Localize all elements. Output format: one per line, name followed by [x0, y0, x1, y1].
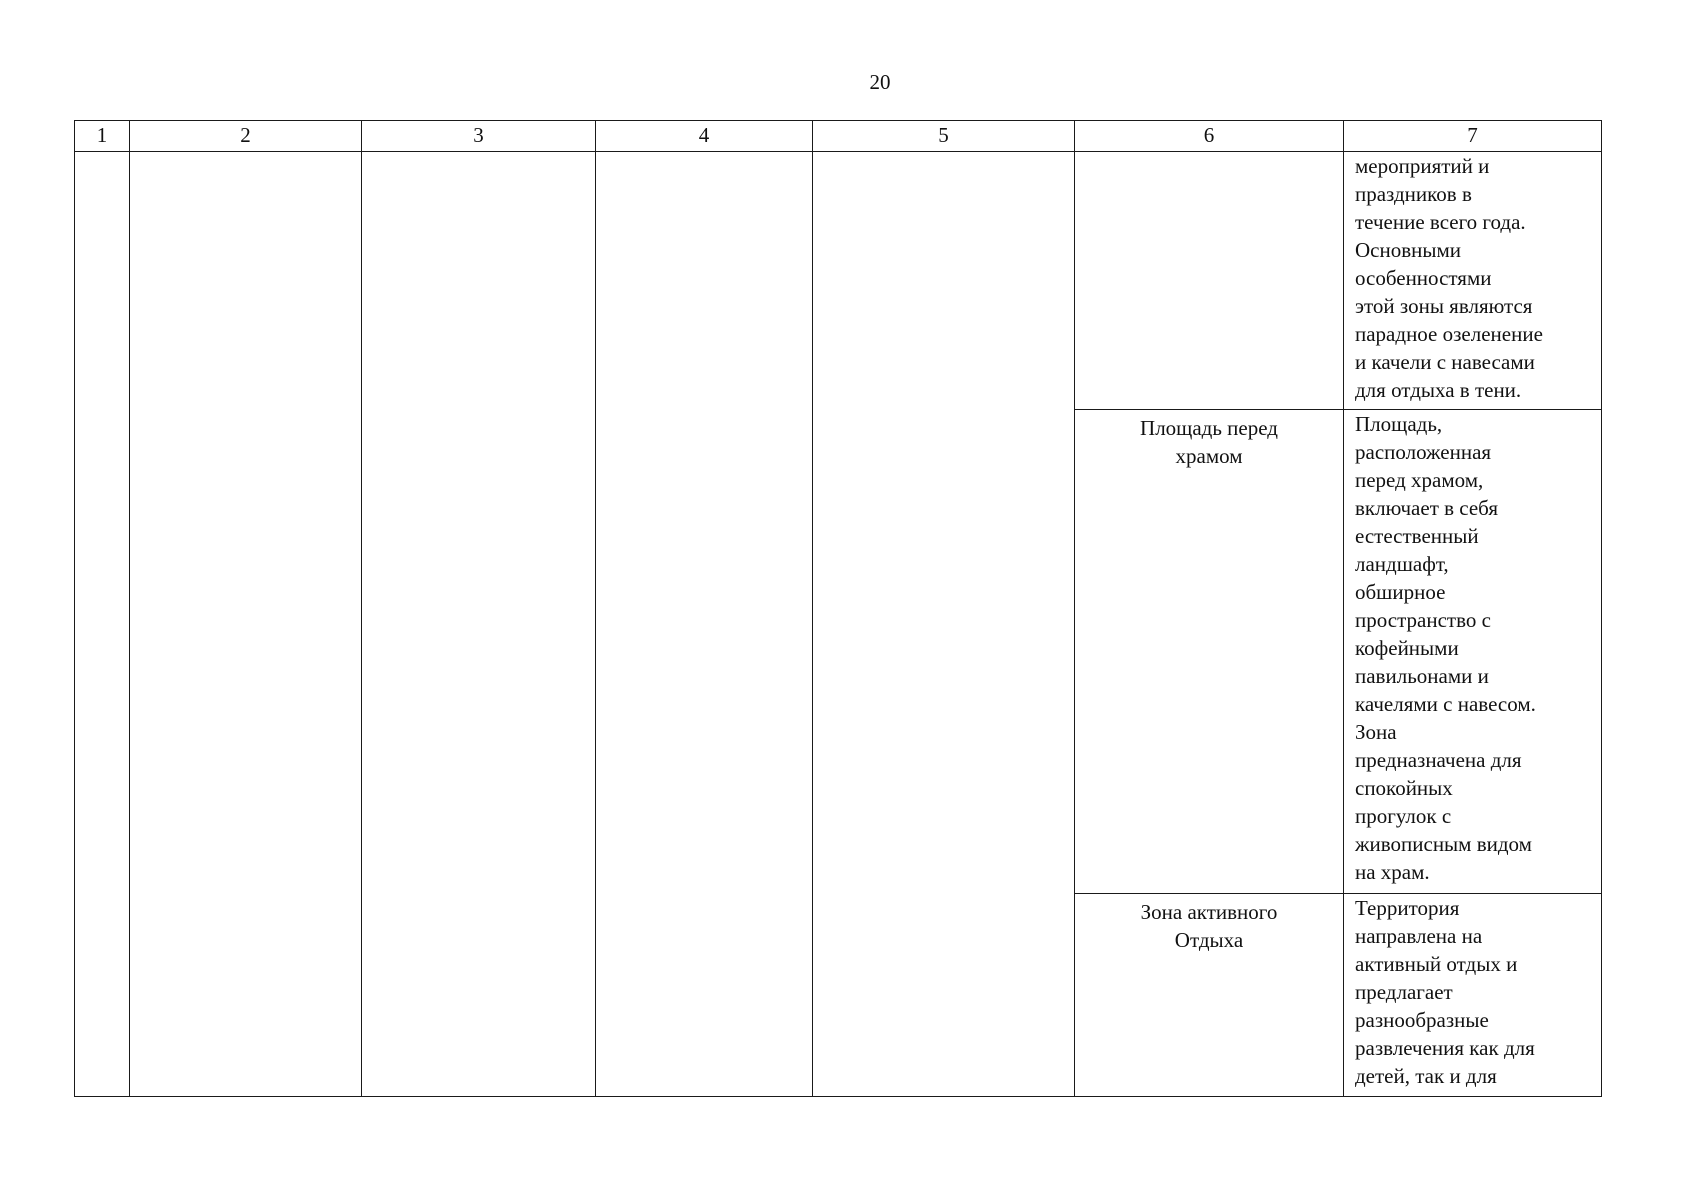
description-line: праздников в	[1355, 182, 1472, 206]
zone-name-cell	[1075, 410, 1344, 894]
description-line: включает в себя	[1355, 496, 1499, 520]
zone-name-cell	[1075, 152, 1344, 410]
zone-name-line: Отдыха	[1174, 928, 1244, 952]
cell-col-5	[813, 152, 1075, 1097]
description-line: перед храмом,	[1355, 468, 1484, 492]
header-col-3: 3	[362, 121, 596, 152]
header-row	[75, 121, 1602, 152]
description-line: разнообразные	[1355, 1008, 1489, 1032]
description-line: развлечения как для	[1355, 1036, 1535, 1060]
description-line: Территория	[1355, 896, 1460, 920]
description-line: Площадь,	[1355, 412, 1443, 436]
cell-col-4	[596, 152, 813, 1097]
zone-name-line: Зона активного	[1140, 900, 1278, 924]
header-col-5: 5	[813, 121, 1075, 152]
zone-name-cell	[1075, 894, 1344, 1097]
header-col-1: 1	[75, 121, 130, 152]
description-line: для отдыха в тени.	[1355, 378, 1522, 402]
description-line: этой зоны являются	[1355, 294, 1533, 318]
description-line: мероприятий и	[1355, 154, 1490, 178]
zone-description-cell	[1344, 410, 1602, 894]
table-row	[75, 152, 1602, 410]
description-line: активный отдых и	[1355, 952, 1518, 976]
description-line: и качели с навесами	[1355, 350, 1535, 374]
cell-col-2	[130, 152, 362, 1097]
description-line: Зона	[1355, 720, 1397, 744]
description-line: обширное	[1355, 580, 1446, 604]
zone-description-cell	[1344, 894, 1602, 1097]
description-line: парадное озеленение	[1355, 322, 1543, 346]
zone-name-line: Площадь перед	[1140, 416, 1278, 440]
description-line: течение всего года.	[1355, 210, 1526, 234]
description-line: живописным видом	[1355, 832, 1532, 856]
zone-description-cell	[1344, 152, 1602, 410]
description-line: Основными	[1355, 238, 1462, 262]
description-line: детей, так и для	[1355, 1064, 1497, 1088]
header-col-2: 2	[130, 121, 362, 152]
header-col-4: 4	[596, 121, 813, 152]
header-col-7: 7	[1344, 121, 1602, 152]
description-line: спокойных	[1355, 776, 1453, 800]
description-line: предназначена для	[1355, 748, 1522, 772]
document-table	[74, 120, 1602, 1097]
description-line: на храм.	[1355, 860, 1430, 884]
description-line: павильонами и	[1355, 664, 1489, 688]
description-line: направлена на	[1355, 924, 1483, 948]
description-line: расположенная	[1355, 440, 1492, 464]
description-line: прогулок с	[1355, 804, 1452, 828]
description-line: особенностями	[1355, 266, 1492, 290]
description-line: ландшафт,	[1355, 552, 1449, 576]
description-line: предлагает	[1355, 980, 1453, 1004]
zone-name-line: храмом	[1175, 444, 1243, 468]
description-line: естественный	[1355, 524, 1479, 548]
description-line: кофейными	[1355, 636, 1459, 660]
header-col-6: 6	[1075, 121, 1344, 152]
description-line: качелями с навесом.	[1355, 692, 1536, 716]
cell-col-1	[75, 152, 130, 1097]
description-line: пространство с	[1355, 608, 1491, 632]
cell-col-3	[362, 152, 596, 1097]
page-number: 20	[869, 70, 891, 94]
